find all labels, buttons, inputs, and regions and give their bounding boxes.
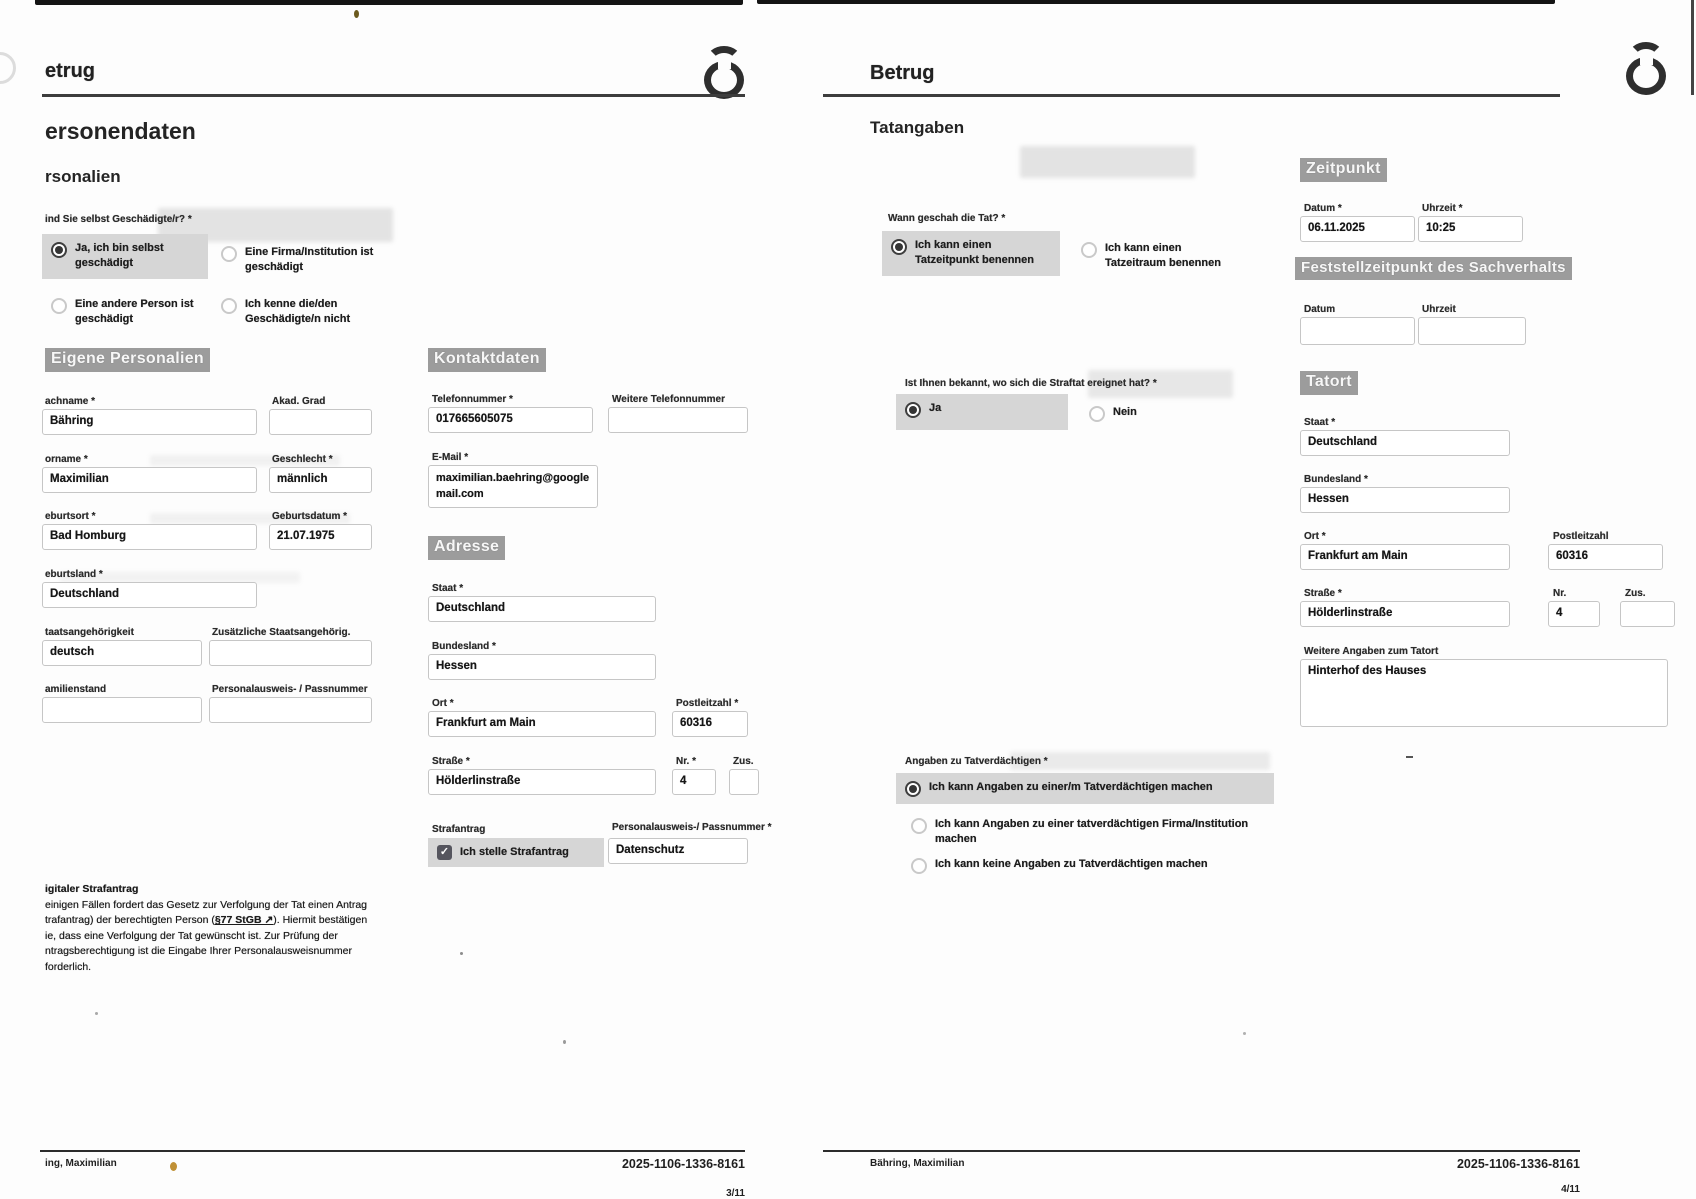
tat-uhrzeit-label: Uhrzeit * [1422,203,1463,214]
section-chip-eigene-personalien: Eigene Personalien [45,348,210,372]
radio-unselected-icon [1081,242,1097,258]
geburtsort-input[interactable]: Bad Homburg [42,524,257,550]
strafantrag-note-title: igitaler Strafantrag [45,883,139,895]
q-where-known-label: Ist Ihnen bekannt, wo sich die Straftat ereignet hat? * [905,378,1157,389]
scan-speck [460,952,463,955]
scan-dash-mark [1406,756,1413,758]
nr-input[interactable]: 4 [672,769,716,795]
radio-unselected-icon [911,858,927,874]
feststell-uhrzeit-label: Uhrzeit [1422,304,1456,315]
strafantrag-note [45,882,385,975]
radio-selected-icon [905,781,921,797]
tatort-staat-input[interactable]: Deutschland [1300,430,1510,456]
personalausweis-input[interactable] [209,697,372,723]
radio-option-label: Ich kann einen Tatzeitraum benennen [1105,242,1221,270]
tatort-zus-label: Zus. [1625,588,1646,599]
strafantrag-note-line: trafantrag) der berechtigten Person (§77 StGB ↗). Hiermit bestätigen [45,914,368,926]
radio-option-label: Nein [1113,406,1137,418]
strafantrag-note-line: forderlich. [45,960,92,973]
geburtsort-label: eburtsort * [45,511,96,522]
zus-input[interactable] [729,769,759,795]
footer-case-id-left: 2025-1106-1336-8161 [621,1157,745,1171]
staatsangehoerigkeit-input[interactable]: deutsch [42,640,202,666]
nachname-label: achname * [45,396,96,407]
section-chip-zeitpunkt: Zeitpunkt [1300,158,1387,182]
strasse-input[interactable]: Hölderlinstraße [428,769,656,795]
onlinewache-logo [700,48,748,100]
telefonnummer-input[interactable]: 017665605075 [428,407,593,433]
tat-datum-label: Datum * [1304,203,1342,214]
section-chip-tatort: Tatort [1300,371,1358,395]
footer-name-left: ing, Maximilian [45,1158,117,1169]
tatort-nr-label: Nr. [1553,588,1567,599]
section-chip-feststellzeitpunkt: Feststellzeitpunkt des Sachverhalts [1295,257,1572,280]
postleitzahl-input[interactable]: 60316 [672,711,748,737]
radio-option-label: Ich kenne die/den Geschädigte/n nicht [245,298,351,326]
q-suspect-label: Angaben zu Tatverdächtigen * [905,756,1048,767]
zusaetzliche-staatsangehoerigkeit-input[interactable] [209,640,372,666]
radio-option-ort-ja[interactable] [896,394,1068,430]
bleed-through-ghost [1010,752,1270,770]
radio-selected-icon [891,239,907,255]
radio-unselected-icon [221,298,237,314]
victim-question-label: ind Sie selbst Geschädigte/r? * [45,214,192,225]
scan-speck [563,1040,566,1044]
footer-page-number-right: 4/11 [1561,1184,1580,1195]
tatort-bundesland-label: Bundesland * [1304,474,1368,485]
radio-option-suspect-firma[interactable] [902,810,1297,855]
radio-option-suspect-none[interactable] [902,850,1292,881]
scan-edge-line [1691,0,1694,95]
section-chip-adresse: Adresse [428,536,505,560]
tatort-weitere-angaben-label: Weitere Angaben zum Tatort [1304,646,1439,657]
radio-unselected-icon [221,246,237,262]
tatort-postleitzahl-label: Postleitzahl [1553,531,1609,542]
akad-grad-label: Akad. Grad [272,396,326,407]
checkbox-checked-icon: ✓ [437,845,452,860]
onlinewache-logo [1622,44,1670,96]
familienstand-input[interactable] [42,697,202,723]
radio-option-label: Ja, ich bin selbst geschädigt [75,242,164,270]
footer-name-right: Bähring, Maximilian [870,1158,965,1169]
scan-speck [354,10,359,18]
scan-speck-orange [170,1162,177,1171]
ausweis-passnummer-label: Personalausweis-/ Passnummer * [612,822,772,833]
tatort-weitere-angaben-textarea[interactable]: Hinterhof des Hauses [1300,659,1668,727]
strasse-label: Straße * [432,756,470,767]
postleitzahl-label: Postleitzahl * [676,698,739,709]
strafantrag-label: Strafantrag [432,824,486,835]
radio-option-ort-nein[interactable] [1080,398,1180,429]
akad-grad-input[interactable] [269,409,372,435]
feststell-datum-input[interactable] [1300,317,1415,345]
scan-edge-bar-left [35,0,743,5]
strafantrag-note-line: einigen Fällen fordert das Gesetz zur Verfolgung der Tat einen Antrag [45,898,368,911]
geburtsland-input[interactable]: Deutschland [42,582,257,608]
geburtsland-label: eburtsland * [45,569,103,580]
tatort-bundesland-input[interactable]: Hessen [1300,487,1510,513]
stgb-paragraph-link[interactable]: §77 StGB ↗ [214,914,274,926]
staatsangehoerigkeit-label: taatsangehörigkeit [45,627,134,638]
strafantrag-checkbox-label: Ich stelle Strafantrag [460,846,569,858]
bleed-through-ghost [1020,146,1195,178]
radio-option-label: Ich kann Angaben zu einer/m Tatverdächtigen machen [929,781,1213,793]
radio-unselected-icon [911,818,927,834]
footer-case-id-right: 2025-1106-1336-8161 [1456,1157,1580,1171]
radio-selected-icon [905,402,921,418]
tatort-zus-input[interactable] [1620,601,1675,627]
footer-page-number-left: 3/11 [726,1188,745,1199]
feststell-uhrzeit-input[interactable] [1418,317,1526,345]
tatort-ort-input[interactable]: Frankfurt am Main [1300,544,1510,570]
section-heading-tatangaben: Tatangaben [870,118,965,137]
zus-label: Zus. [733,756,754,767]
feststell-datum-label: Datum [1304,304,1336,315]
tat-datum-input[interactable]: 06.11.2025 [1300,216,1415,242]
footer-rule-right [823,1150,1580,1152]
ort-input[interactable]: Frankfurt am Main [428,711,656,737]
staat-label: Staat * [432,583,464,594]
radio-option-label: Ich kann Angaben zu einer tatverdächtigen Firma/Institution machen [935,818,1249,846]
weitere-telefonnummer-input[interactable] [608,407,748,433]
personalausweis-label: Personalausweis- / Passnummer [212,684,368,695]
radio-option-label: Eine andere Person ist geschädigt [75,298,194,326]
strafantrag-note-line: ie, dass eine Verfolgung der Tat gewünscht ist. Zur Prüfung der [45,929,338,942]
header-rule [42,94,745,97]
tatort-ort-label: Ort * [1304,531,1326,542]
vorname-label: orname * [45,454,88,465]
radio-option-geschaedigte-unbekannt[interactable] [212,290,384,335]
ort-label: Ort * [432,698,454,709]
footer-rule-left [40,1150,745,1152]
radio-option-label: Ich kann keine Angaben zu Tatverdächtigen machen [935,858,1208,870]
geburtsdatum-label: Geburtsdatum * [272,511,348,522]
radio-option-andere-person[interactable] [42,290,208,335]
nachname-input[interactable]: Bähring [42,409,257,435]
radio-option-tatzeitpunkt[interactable] [882,231,1060,276]
subsection-heading-personalien: rsonalien [45,167,121,186]
radio-option-tatzeitraum[interactable] [1072,234,1242,279]
tatort-staat-label: Staat * [1304,417,1336,428]
nr-label: Nr. * [676,756,697,767]
zusaetzliche-staatsangehoerigkeit-label: Zusätzliche Staatsangehörig. [212,627,351,638]
radio-unselected-icon [1089,406,1105,422]
tatort-strasse-label: Straße * [1304,588,1342,599]
geburtsdatum-input[interactable]: 21.07.1975 [269,524,372,550]
tatort-nr-input[interactable]: 4 [1548,601,1600,627]
radio-option-label: Eine Firma/Institution ist geschädigt [245,246,374,274]
telefonnummer-label: Telefonnummer * [432,394,513,405]
strafantrag-checkbox[interactable] [428,838,604,867]
geschlecht-input[interactable]: männlich [269,467,372,493]
vorname-input[interactable]: Maximilian [42,467,257,493]
bundesland-label: Bundesland * [432,641,496,652]
email-input[interactable]: maximilian.baehring@googlemail.com [428,465,598,508]
section-chip-kontaktdaten: Kontaktdaten [428,348,546,372]
strafantrag-note-line: ntragsberechtigung ist die Eingabe Ihrer Personalausweisnummer [45,945,353,957]
scan-speck [95,1012,98,1015]
tat-uhrzeit-input[interactable]: 10:25 [1418,216,1523,242]
scan-speck [1243,1032,1246,1035]
page-title-right: Betrug [870,62,935,84]
radio-option-label: Ja [929,402,942,414]
ausweis-passnummer-input[interactable]: Datenschutz [608,838,748,864]
tatort-strasse-input[interactable]: Hölderlinstraße [1300,601,1510,627]
scan-artifact-circle [0,52,16,84]
radio-option-label: Ich kann einen Tatzeitpunkt benennen [915,239,1034,267]
page-title-left: etrug [45,60,95,82]
section-heading-personendaten: ersonendaten [45,118,196,144]
radio-unselected-icon [51,298,67,314]
staat-input[interactable]: Deutschland [428,596,656,622]
radio-option-firma-geschaedigt[interactable] [212,238,384,283]
scan-edge-bar-right [757,0,1555,4]
radio-option-suspect-person[interactable] [896,773,1274,804]
geschlecht-label: Geschlecht * [272,454,333,465]
radio-option-selbst-geschaedigt[interactable] [42,234,208,279]
bundesland-input[interactable]: Hessen [428,654,656,680]
radio-selected-icon [51,242,67,258]
q-when-label: Wann geschah die Tat? * [888,213,1006,224]
weitere-telefonnummer-label: Weitere Telefonnummer [612,394,725,405]
email-label: E-Mail * [432,452,469,463]
familienstand-label: amilienstand [45,684,107,695]
tatort-postleitzahl-input[interactable]: 60316 [1548,544,1663,570]
header-rule [823,94,1560,97]
